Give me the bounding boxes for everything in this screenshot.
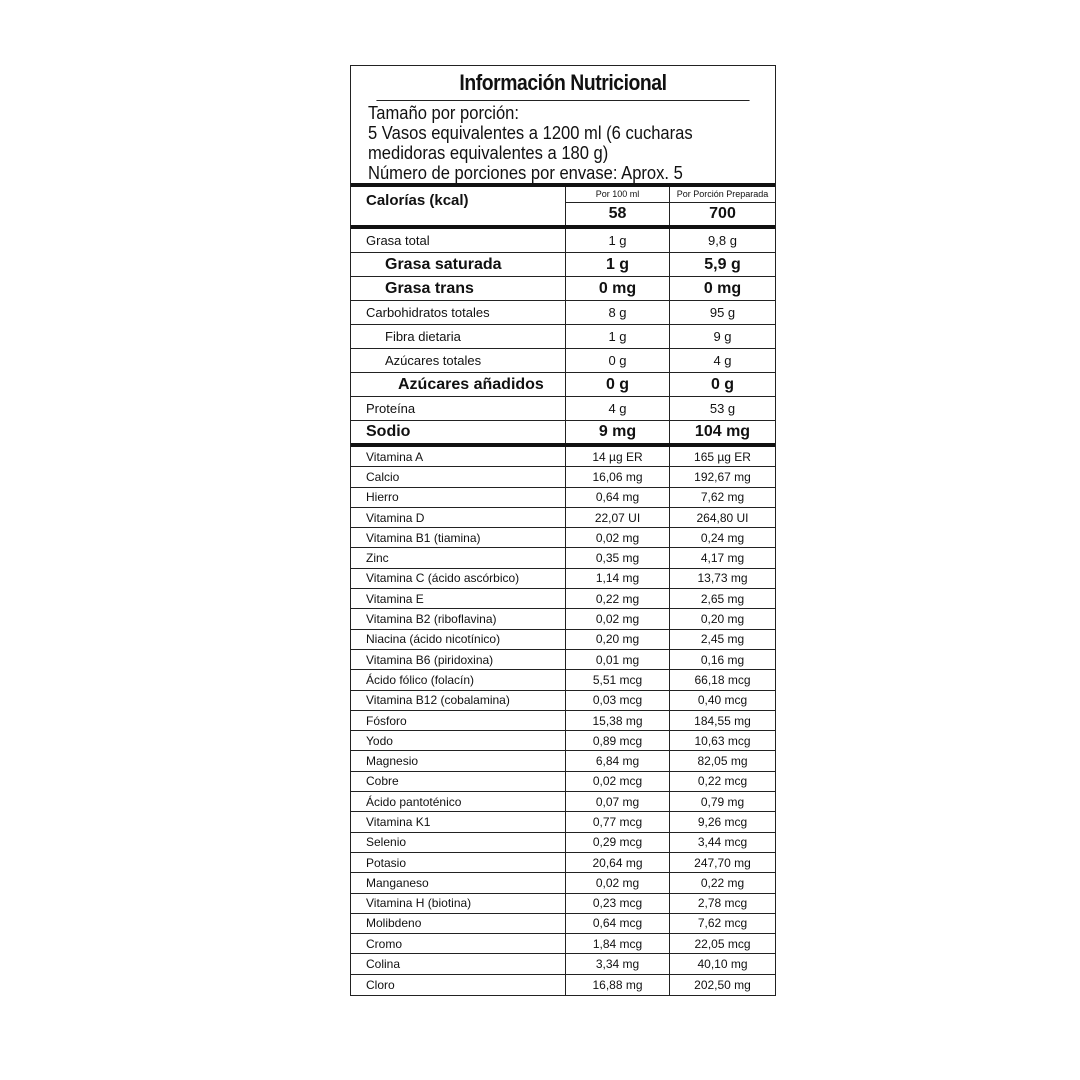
serving-size-heading: Tamaño por porción:: [368, 103, 519, 123]
value-per-serving: 53 g: [669, 397, 775, 420]
value-per-serving: 192,67 mg: [669, 467, 775, 486]
value-per-100ml: 1,84 mcg: [565, 934, 669, 953]
vitamin-row: [351, 670, 775, 690]
value-per-serving: 0,16 mg: [669, 650, 775, 669]
nutrient-name: Vitamina H (biotina): [366, 896, 472, 911]
value-per-100ml: 0,01 mg: [565, 650, 669, 669]
value-per-100ml: 0,64 mg: [565, 488, 669, 507]
vitamins-minerals-section: [351, 447, 775, 995]
nutrient-name: Azúcares totales: [385, 353, 482, 368]
vitamin-row: [351, 833, 775, 853]
column-header-per-100ml: Por 100 ml: [566, 187, 669, 203]
value-per-serving: 2,45 mg: [669, 630, 775, 649]
nutrient-name: Cromo: [366, 936, 403, 951]
value-per-serving: 0,24 mg: [669, 528, 775, 547]
value-per-100ml: 4 g: [565, 397, 669, 420]
nutrient-name: Vitamina B2 (riboflavina): [366, 612, 497, 627]
value-per-100ml: 1,14 mg: [565, 569, 669, 588]
value-per-serving: 104 mg: [669, 421, 775, 443]
nutrient-row: [351, 397, 775, 421]
serving-size-line: medidoras equivalentes a 180 g): [368, 143, 609, 163]
value-per-serving: 0 mg: [669, 277, 775, 300]
value-per-100ml: 0 g: [565, 373, 669, 396]
value-per-100ml: 0,03 mcg: [565, 691, 669, 710]
value-per-100ml: 14 µg ER: [565, 447, 669, 466]
value-per-100ml: 1 g: [565, 253, 669, 276]
value-per-serving: 2,65 mg: [669, 589, 775, 608]
vitamin-row: [351, 934, 775, 954]
value-per-100ml: 20,64 mg: [565, 853, 669, 872]
nutrient-row: [351, 373, 775, 397]
vitamin-row: [351, 650, 775, 670]
value-per-100ml: 16,88 mg: [565, 975, 669, 995]
value-per-serving: 5,9 g: [669, 253, 775, 276]
value-per-100ml: 0 mg: [565, 277, 669, 300]
nutrient-name: Grasa total: [366, 233, 430, 248]
value-per-100ml: 5,51 mcg: [565, 670, 669, 689]
nutrient-row: [351, 229, 775, 253]
vitamin-row: [351, 589, 775, 609]
value-per-serving: 0,79 mg: [669, 792, 775, 811]
vitamin-row: [351, 873, 775, 893]
vitamin-row: [351, 609, 775, 629]
value-per-serving: 95 g: [669, 301, 775, 324]
vitamin-row: [351, 630, 775, 650]
value-per-serving: 40,10 mg: [669, 954, 775, 973]
value-per-serving: 202,50 mg: [669, 975, 775, 995]
nutrient-name: Vitamina D: [366, 510, 425, 525]
value-per-100ml: 0,64 mcg: [565, 914, 669, 933]
nutrient-name: Manganeso: [366, 875, 429, 890]
vitamin-row: [351, 731, 775, 751]
value-per-serving: 0,20 mg: [669, 609, 775, 628]
calories-row: [351, 187, 775, 229]
nutrient-name: Carbohidratos totales: [366, 305, 490, 320]
vitamin-row: [351, 792, 775, 812]
value-per-serving: 22,05 mcg: [669, 934, 775, 953]
nutrient-name: Magnesio: [366, 754, 419, 769]
nutrient-name: Azúcares añadidos: [398, 375, 544, 393]
nutrient-name: Proteína: [366, 401, 416, 416]
value-per-100ml: 16,06 mg: [565, 467, 669, 486]
value-per-serving: 7,62 mg: [669, 488, 775, 507]
column-header-per-serving: Por Porción Preparada: [670, 187, 775, 203]
value-per-100ml: 9 mg: [565, 421, 669, 443]
nutrient-name: Vitamina C (ácido ascórbico): [366, 571, 520, 586]
value-per-serving: 66,18 mcg: [669, 670, 775, 689]
servings-per-container: Número de porciones por envase: Aprox. 5: [368, 163, 683, 183]
nutrient-row: [351, 277, 775, 301]
value-per-100ml: 8 g: [565, 301, 669, 324]
nutrient-name: Fósforo: [366, 713, 407, 728]
calories-per-100ml: 58: [608, 205, 627, 222]
nutrient-name: Zinc: [366, 551, 389, 566]
vitamin-row: [351, 467, 775, 487]
nutrition-facts-label: [350, 65, 776, 996]
vitamin-row: [351, 914, 775, 934]
value-per-serving: 165 µg ER: [669, 447, 775, 466]
value-per-100ml: 22,07 UI: [565, 508, 669, 527]
nutrient-name: Vitamina B1 (tiamina): [366, 530, 481, 545]
value-per-serving: 3,44 mcg: [669, 833, 775, 852]
calories-per-serving: 700: [709, 205, 736, 222]
nutrient-name: Colina: [366, 957, 401, 972]
nutrient-name: Selenio: [366, 835, 407, 850]
nutrient-row: [351, 349, 775, 373]
value-per-serving: 9 g: [669, 325, 775, 348]
nutrient-name: Fibra dietaria: [385, 329, 461, 344]
value-per-100ml: 1 g: [565, 229, 669, 252]
vitamin-row: [351, 975, 775, 995]
value-per-100ml: 0,02 mcg: [565, 772, 669, 791]
value-per-100ml: 0,22 mg: [565, 589, 669, 608]
nutrient-name: Ácido fólico (folacín): [366, 672, 475, 687]
value-per-100ml: 1 g: [565, 325, 669, 348]
value-per-serving: 82,05 mg: [669, 751, 775, 770]
value-per-serving: 2,78 mcg: [669, 894, 775, 913]
vitamin-row: [351, 812, 775, 832]
nutrient-row: [351, 253, 775, 277]
value-per-100ml: 0,89 mcg: [565, 731, 669, 750]
value-per-serving: 9,26 mcg: [669, 812, 775, 831]
value-per-serving: 0,22 mg: [669, 873, 775, 892]
nutrient-name: Cloro: [366, 977, 395, 992]
value-per-serving: 184,55 mg: [669, 711, 775, 730]
value-per-100ml: 3,34 mg: [565, 954, 669, 973]
vitamin-row: [351, 711, 775, 731]
nutrient-name: Grasa saturada: [385, 255, 502, 273]
value-per-100ml: 0,07 mg: [565, 792, 669, 811]
nutrient-name: Molibdeno: [366, 916, 422, 931]
value-per-serving: 9,8 g: [669, 229, 775, 252]
value-per-serving: 7,62 mcg: [669, 914, 775, 933]
value-per-100ml: 0,35 mg: [565, 548, 669, 567]
vitamin-row: [351, 447, 775, 467]
nutrient-name: Grasa trans: [385, 279, 474, 297]
vitamin-row: [351, 691, 775, 711]
vitamin-row: [351, 772, 775, 792]
value-per-100ml: 0,02 mg: [565, 528, 669, 547]
value-per-serving: 0,40 mcg: [669, 691, 775, 710]
nutrient-name: Cobre: [366, 774, 399, 789]
serving-size-line: 5 Vasos equivalentes a 1200 ml (6 cucharas: [368, 123, 693, 143]
nutrient-row: [351, 421, 775, 447]
nutrient-name: Vitamina A: [366, 449, 424, 464]
vitamin-row: [351, 488, 775, 508]
vitamin-row: [351, 528, 775, 548]
vitamin-row: [351, 548, 775, 568]
calories-col1: [565, 187, 669, 225]
value-per-100ml: 0,02 mg: [565, 609, 669, 628]
value-per-100ml: 15,38 mg: [565, 711, 669, 730]
nutrient-name: Vitamina B12 (cobalamina): [366, 693, 510, 708]
value-per-serving: 13,73 mg: [669, 569, 775, 588]
value-per-100ml: 0,02 mg: [565, 873, 669, 892]
nutrient-name: Vitamina B6 (piridoxina): [366, 652, 494, 667]
value-per-serving: 10,63 mcg: [669, 731, 775, 750]
nutrient-name: Niacina (ácido nicotínico): [366, 632, 501, 647]
vitamin-row: [351, 853, 775, 873]
value-per-100ml: 0,77 mcg: [565, 812, 669, 831]
vitamin-row: [351, 508, 775, 528]
value-per-serving: 4,17 mg: [669, 548, 775, 567]
serving-info: [351, 101, 775, 187]
nutrient-name: Potasio: [366, 855, 407, 870]
nutrient-name: Yodo: [366, 733, 393, 748]
value-per-serving: 0 g: [669, 373, 775, 396]
value-per-serving: 247,70 mg: [669, 853, 775, 872]
value-per-100ml: 6,84 mg: [565, 751, 669, 770]
vitamin-row: [351, 751, 775, 771]
nutrient-row: [351, 301, 775, 325]
value-per-serving: 0,22 mcg: [669, 772, 775, 791]
nutrient-name: Ácido pantoténico: [366, 794, 462, 809]
nutrient-name: Vitamina E: [366, 591, 424, 606]
nutrient-name: Sodio: [366, 423, 411, 440]
value-per-100ml: 0,23 mcg: [565, 894, 669, 913]
calories-label: Calorías (kcal): [366, 192, 469, 209]
nutrient-name: Vitamina K1: [366, 814, 431, 829]
value-per-serving: 264,80 UI: [669, 508, 775, 527]
value-per-100ml: 0 g: [565, 349, 669, 372]
label-title: Información Nutricional: [376, 66, 749, 101]
value-per-100ml: 0,20 mg: [565, 630, 669, 649]
nutrient-row: [351, 325, 775, 349]
nutrient-name: Calcio: [366, 469, 400, 484]
value-per-serving: 4 g: [669, 349, 775, 372]
calories-col2: [669, 187, 775, 225]
vitamin-row: [351, 894, 775, 914]
value-per-100ml: 0,29 mcg: [565, 833, 669, 852]
vitamin-row: [351, 954, 775, 974]
nutrient-name: Hierro: [366, 490, 399, 505]
vitamin-row: [351, 569, 775, 589]
